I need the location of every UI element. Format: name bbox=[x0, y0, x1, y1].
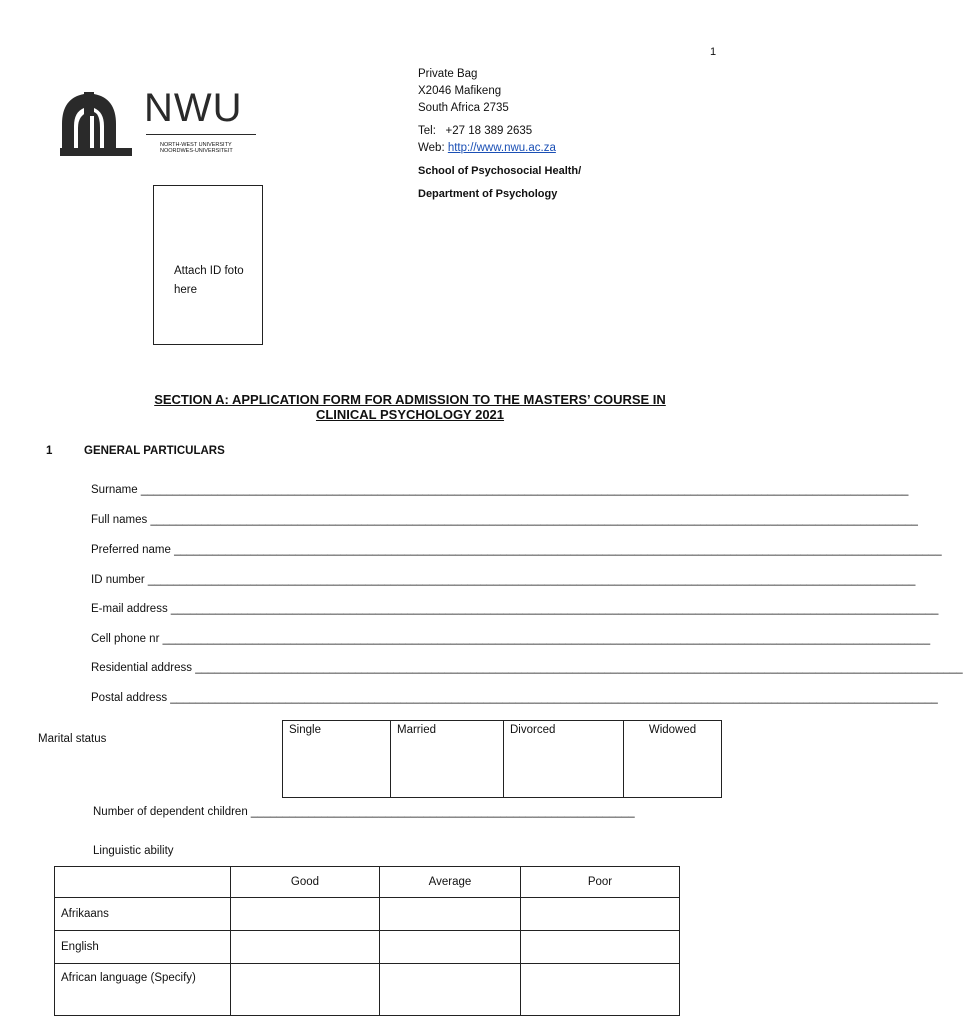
col-header-poor: Poor bbox=[521, 867, 680, 898]
table-header-blank bbox=[55, 867, 231, 898]
web-link[interactable]: http://www.nwu.ac.za bbox=[447, 142, 556, 154]
field-label: ID number bbox=[91, 574, 145, 586]
field-label: E-mail address bbox=[91, 603, 168, 615]
department-name: Department of Psychology bbox=[418, 188, 558, 200]
title-line-1: SECTION A: APPLICATION FORM FOR ADMISSION TO THE MASTERS’ COURSE IN bbox=[154, 392, 666, 407]
linguistic-ability-table bbox=[54, 866, 680, 1016]
marital-option-single[interactable]: Single bbox=[283, 721, 391, 798]
field-input-line[interactable]: ________________________________________________________________________________________________________________________ bbox=[167, 603, 939, 615]
id-photo-box[interactable] bbox=[153, 185, 263, 345]
row-label-english: English bbox=[55, 931, 231, 964]
header-address-block bbox=[418, 66, 581, 203]
address-line: South Africa 2735 bbox=[418, 102, 509, 114]
form-field[interactable] bbox=[91, 633, 931, 645]
form-field[interactable] bbox=[91, 574, 916, 586]
school-name: School of Psychosocial Health/ bbox=[418, 165, 582, 177]
field-label: Residential address bbox=[91, 662, 193, 674]
linguistic-ability-title: Linguistic ability bbox=[93, 845, 174, 857]
logo-text: NWU bbox=[144, 86, 243, 130]
field-input-line[interactable]: ________________________________________________________________________________________________________________________ bbox=[137, 484, 909, 496]
title-line-2: CLINICAL PSYCHOLOGY 2021 bbox=[315, 407, 505, 422]
row-label-afrikaans: Afrikaans bbox=[55, 898, 231, 931]
form-field[interactable] bbox=[91, 692, 938, 704]
field-label: Preferred name bbox=[91, 544, 171, 556]
form-field[interactable] bbox=[91, 603, 939, 615]
nwu-logo bbox=[60, 88, 270, 160]
cell-good[interactable] bbox=[231, 964, 380, 1016]
form-title bbox=[100, 392, 720, 422]
cell-good[interactable] bbox=[231, 898, 380, 931]
form-field[interactable] bbox=[91, 544, 942, 556]
col-header-good: Good bbox=[231, 867, 380, 898]
section-heading bbox=[46, 445, 225, 457]
cell-average[interactable] bbox=[380, 931, 521, 964]
cell-poor[interactable] bbox=[521, 898, 680, 931]
row-label-african-language: African language (Specify) bbox=[55, 964, 231, 1016]
marital-option-married[interactable]: Married bbox=[391, 721, 504, 798]
web-label: Web: bbox=[418, 142, 445, 154]
col-header-average: Average bbox=[380, 867, 521, 898]
tel-label: Tel: bbox=[418, 125, 436, 137]
cell-average[interactable] bbox=[380, 898, 521, 931]
marital-status-label: Marital status bbox=[38, 733, 107, 745]
cell-good[interactable] bbox=[231, 931, 380, 964]
field-label: Surname bbox=[91, 484, 138, 496]
section-title: GENERAL PARTICULARS bbox=[84, 445, 225, 457]
field-input-line[interactable]: ________________________________________________________________________________________________________________________ bbox=[159, 633, 931, 645]
field-input-line[interactable]: ________________________________________________________________________________________________________________________ bbox=[170, 544, 942, 556]
form-field[interactable] bbox=[91, 662, 963, 674]
page-number: 1 bbox=[710, 46, 717, 58]
field-input-line[interactable]: ________________________________________________________________________________________________________________________ bbox=[144, 574, 916, 586]
cell-poor[interactable] bbox=[521, 964, 680, 1016]
cell-average[interactable] bbox=[380, 964, 521, 1016]
field-label: Full names bbox=[91, 514, 148, 526]
logo-subtitle-2: NOORDWES-UNIVERSITEIT bbox=[160, 148, 233, 154]
form-field[interactable] bbox=[91, 514, 918, 526]
marital-status-table bbox=[282, 720, 722, 798]
web-line bbox=[418, 140, 581, 157]
dependents-label: Number of dependent children bbox=[93, 806, 248, 818]
field-label: Cell phone nr bbox=[91, 633, 160, 645]
field-input-line[interactable]: ________________________________________________________________________________________________________________________ bbox=[147, 514, 918, 526]
marital-option-divorced[interactable]: Divorced bbox=[504, 721, 624, 798]
marital-option-widowed[interactable]: Widowed bbox=[624, 721, 722, 798]
field-input-line[interactable]: ________________________________________________________________________________________________________________________ bbox=[167, 692, 938, 704]
field-input-line[interactable]: ________________________________________________________________________________________________________________________ bbox=[192, 662, 963, 674]
tel-value: +27 18 389 2635 bbox=[445, 125, 533, 137]
logo-subtitle-1: NORTH-WEST UNIVERSITY bbox=[160, 142, 232, 148]
section-number: 1 bbox=[46, 445, 53, 457]
tel-line bbox=[418, 123, 581, 140]
address-line: X2046 Mafikeng bbox=[418, 85, 502, 97]
field-label: Postal address bbox=[91, 692, 168, 704]
form-field[interactable] bbox=[91, 484, 909, 496]
address-line: Private Bag bbox=[418, 68, 478, 80]
cell-poor[interactable] bbox=[521, 931, 680, 964]
photo-box-label: Attach ID foto here bbox=[174, 265, 244, 296]
dependents-field[interactable]: Number of dependent children ____________________________________________________________ bbox=[93, 806, 635, 818]
